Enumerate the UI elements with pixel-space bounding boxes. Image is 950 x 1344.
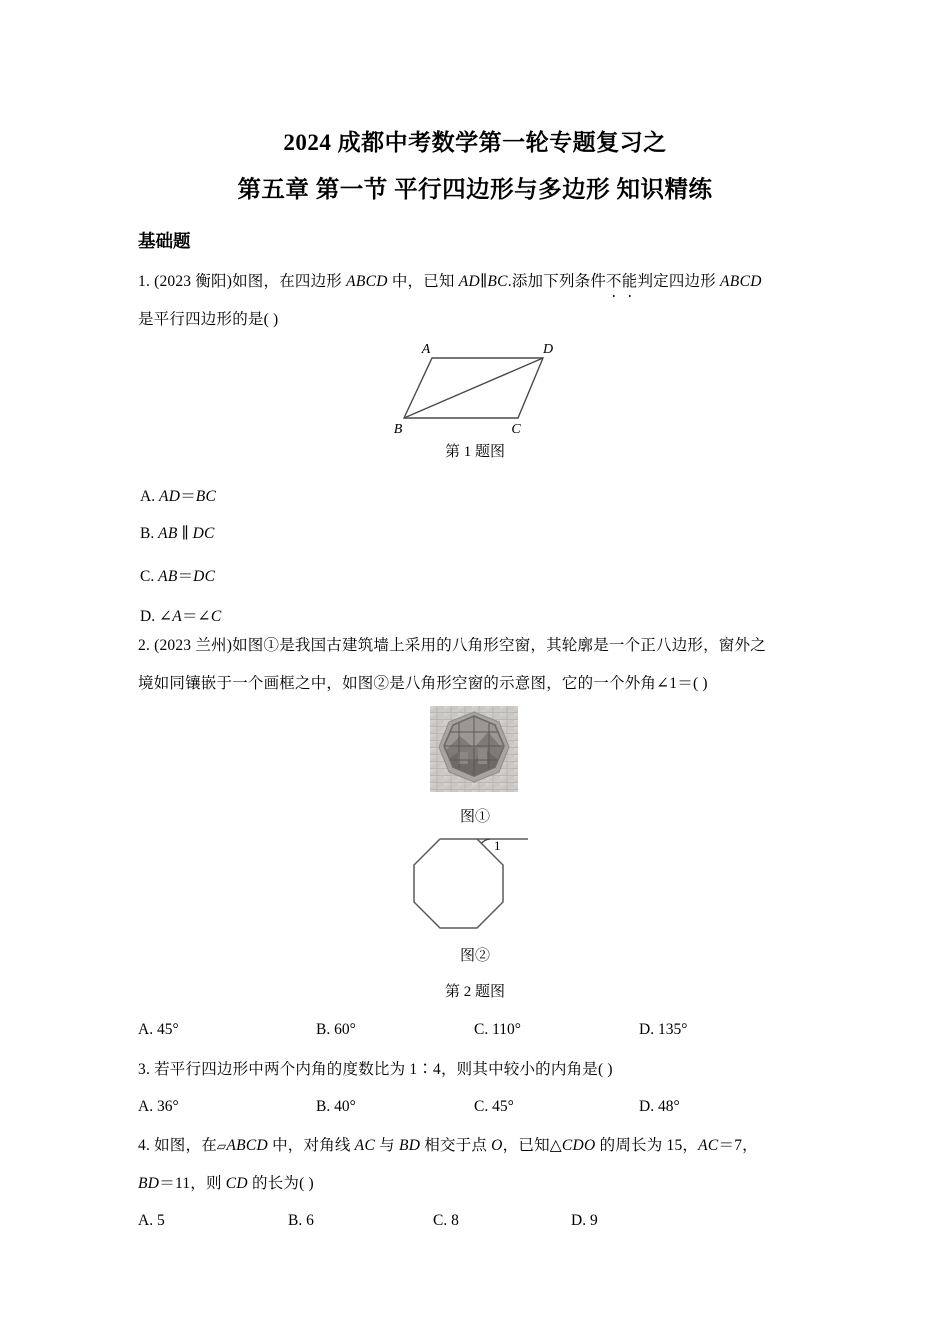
question-2-figure-2-label: 图② <box>459 948 490 964</box>
question-1-line-1 <box>138 272 762 292</box>
q1-option-a-rel: ＝ <box>180 488 196 505</box>
q2-option-c-letter: C. <box>474 1021 489 1038</box>
q1-var-bc: BC <box>487 273 508 290</box>
q1-option-c-var2: DC <box>193 568 216 585</box>
section-heading: 基础题 <box>138 231 191 251</box>
octagon-outline <box>414 839 503 928</box>
q4-p5: ，已知△ <box>502 1137 562 1154</box>
q4-l2-p2: 的长为( ) <box>247 1175 314 1192</box>
question-4-line-2 <box>138 1174 314 1194</box>
q2-option-d-value: 135° <box>657 1021 688 1038</box>
q1-option-d-var1: ∠A <box>158 608 183 625</box>
question-4-options <box>138 1212 838 1230</box>
q4-p6: 的周长为 15， <box>595 1137 699 1154</box>
question-2-line-2: 境如同镶嵌于一个画框之中，如图②是八角形空窗的示意图，它的一个外角∠1＝( ) <box>138 675 708 692</box>
q1-option-d-rel: ＝ <box>182 608 198 625</box>
q1-option-a-letter: A. <box>140 488 156 505</box>
regular-octagon-svg <box>395 833 540 933</box>
q4-var-bd-2: BD <box>138 1175 160 1192</box>
q1-option-c-rel: ＝ <box>177 568 194 585</box>
q2-option-c[interactable] <box>474 1021 639 1039</box>
q3-option-d-value: 48° <box>657 1098 680 1115</box>
q2-option-a-letter: A. <box>138 1021 154 1038</box>
q4-option-c-value: 8 <box>451 1212 459 1229</box>
q1-option-b-letter: B. <box>140 525 155 542</box>
q1-option-d[interactable] <box>140 604 221 626</box>
q1-option-b-rel: ∥ <box>181 525 189 542</box>
q1-option-a[interactable] <box>140 484 216 506</box>
q1-mid-3: 判定四边形 <box>637 273 721 290</box>
q4-var-bd-1: BD <box>398 1137 421 1154</box>
question-3-options <box>138 1098 838 1116</box>
question-3-line-1: 3. 若平行四边形中两个内角的度数比为 1∶4，则其中较小的内角是( ) <box>138 1061 613 1078</box>
q3-option-c[interactable] <box>474 1098 639 1116</box>
q3-option-a[interactable] <box>138 1098 316 1116</box>
q4-p7: ＝7， <box>718 1137 758 1154</box>
q1-parallel-symbol: ∥ <box>479 273 488 290</box>
q2-option-b[interactable] <box>316 1021 474 1039</box>
quadrilateral-abcd-svg <box>390 340 570 435</box>
q2-option-a-value: 45° <box>156 1021 179 1038</box>
q1-option-d-letter: D. <box>140 608 156 625</box>
q3-option-d-letter: D. <box>639 1098 655 1115</box>
q2-option-a[interactable] <box>138 1021 316 1039</box>
q3-option-c-value: 45° <box>492 1098 514 1115</box>
q4-option-a-letter: A. <box>138 1212 154 1229</box>
question-2-options <box>138 1021 838 1039</box>
q3-option-a-value: 36° <box>156 1098 179 1115</box>
q4-var-ac-1: AC <box>354 1137 376 1154</box>
q4-p3: 与 <box>375 1137 399 1154</box>
question-1-figure <box>390 340 570 435</box>
q4-option-d-value: 9 <box>589 1212 598 1229</box>
q3-option-c-letter: C. <box>474 1098 489 1115</box>
question-1-line-2: 是平行四边形的是( ) <box>138 311 279 328</box>
q1-mid-2: .添加下列条件 <box>507 273 607 290</box>
question-2-figure-2 <box>395 833 540 933</box>
question-2-line-1: 2. (2023 兰州)如图①是我国古建筑墙上采用的八角形空窗，其轮廓是一个正八边形，窗外之 <box>138 637 766 654</box>
vertex-label-a: A <box>421 342 431 357</box>
q2-option-b-letter: B. <box>316 1021 331 1038</box>
q2-option-c-value: 110° <box>492 1021 521 1038</box>
vertex-label-c: C <box>511 422 521 437</box>
q2-option-d[interactable] <box>639 1021 687 1039</box>
q4-option-c-letter: C. <box>433 1212 448 1229</box>
question-2-figure-1-photo <box>430 706 518 792</box>
q3-option-d[interactable] <box>639 1098 680 1116</box>
q4-p4: 相交于点 <box>420 1137 492 1154</box>
q3-option-b[interactable] <box>316 1098 474 1116</box>
q4-var-abcd: ABCD <box>226 1137 269 1154</box>
page-title-line-2: 第五章 第一节 平行四边形与多边形 知识精练 <box>237 177 713 203</box>
q1-prefix: 1. (2023 衡阳)如图，在四边形 <box>138 273 347 290</box>
q1-option-c-letter: C. <box>140 568 155 585</box>
q1-option-b-var2: DC <box>192 525 215 542</box>
vertex-label-b: B <box>393 422 403 437</box>
q4-p2: 中，对角线 <box>268 1137 355 1154</box>
q3-option-b-letter: B. <box>316 1098 331 1115</box>
q2-option-d-letter: D. <box>639 1021 655 1038</box>
q4-option-c[interactable] <box>433 1212 571 1230</box>
q1-option-c[interactable] <box>140 564 215 586</box>
q4-option-d-letter: D. <box>571 1212 587 1229</box>
q1-var-abcd-2: ABCD <box>720 273 762 290</box>
page-title-line-1: 2024 成都中考数学第一轮专题复习之 <box>283 130 667 155</box>
q4-l2-p1: ＝11，则 <box>159 1175 226 1192</box>
q1-option-d-var2: ∠C <box>197 608 222 625</box>
q4-var-ac-2: AC <box>698 1137 719 1154</box>
question-4-line-1 <box>138 1136 758 1156</box>
angle-1-label: 1 <box>494 838 501 853</box>
q1-option-b[interactable] <box>140 524 215 543</box>
q4-var-cd: CD <box>225 1175 248 1192</box>
question-1-figure-caption: 第 1 题图 <box>444 444 505 460</box>
q1-var-abcd-1: ABCD <box>346 273 388 290</box>
question-2-figure-caption: 第 2 题图 <box>444 984 505 1000</box>
q4-option-a-value: 5 <box>156 1212 165 1229</box>
q1-option-b-var1: AB <box>158 525 178 542</box>
q1-mid-1: 中，已知 <box>387 273 459 290</box>
q1-emphasis-neng: 能 <box>621 273 638 290</box>
q4-option-d[interactable] <box>571 1212 598 1230</box>
q4-option-b-letter: B. <box>288 1212 303 1229</box>
q4-option-b[interactable] <box>288 1212 433 1230</box>
q1-emphasis-bu: 不 <box>606 273 622 290</box>
q4-var-cdo: CDO <box>561 1137 596 1154</box>
q1-option-a-var2: BC <box>195 488 217 505</box>
question-2-figure-1-label: 图① <box>459 809 490 825</box>
q2-option-b-value: 60° <box>334 1021 356 1038</box>
vertex-label-d: D <box>542 342 554 357</box>
q3-option-a-letter: A. <box>138 1098 154 1115</box>
q1-option-a-var1: AD <box>158 488 181 505</box>
q4-p1: 4. 如图，在 <box>138 1137 217 1154</box>
octagonal-window-photo-svg <box>430 706 518 792</box>
q4-option-a[interactable] <box>138 1212 288 1230</box>
q1-var-ad: AD <box>458 273 480 290</box>
parallelogram-symbol-icon: ▱ <box>216 1139 227 1153</box>
q4-var-o: O <box>491 1137 503 1154</box>
q1-option-c-var1: AB <box>158 568 178 585</box>
q4-option-b-value: 6 <box>306 1212 314 1229</box>
q3-option-b-value: 40° <box>334 1098 356 1115</box>
